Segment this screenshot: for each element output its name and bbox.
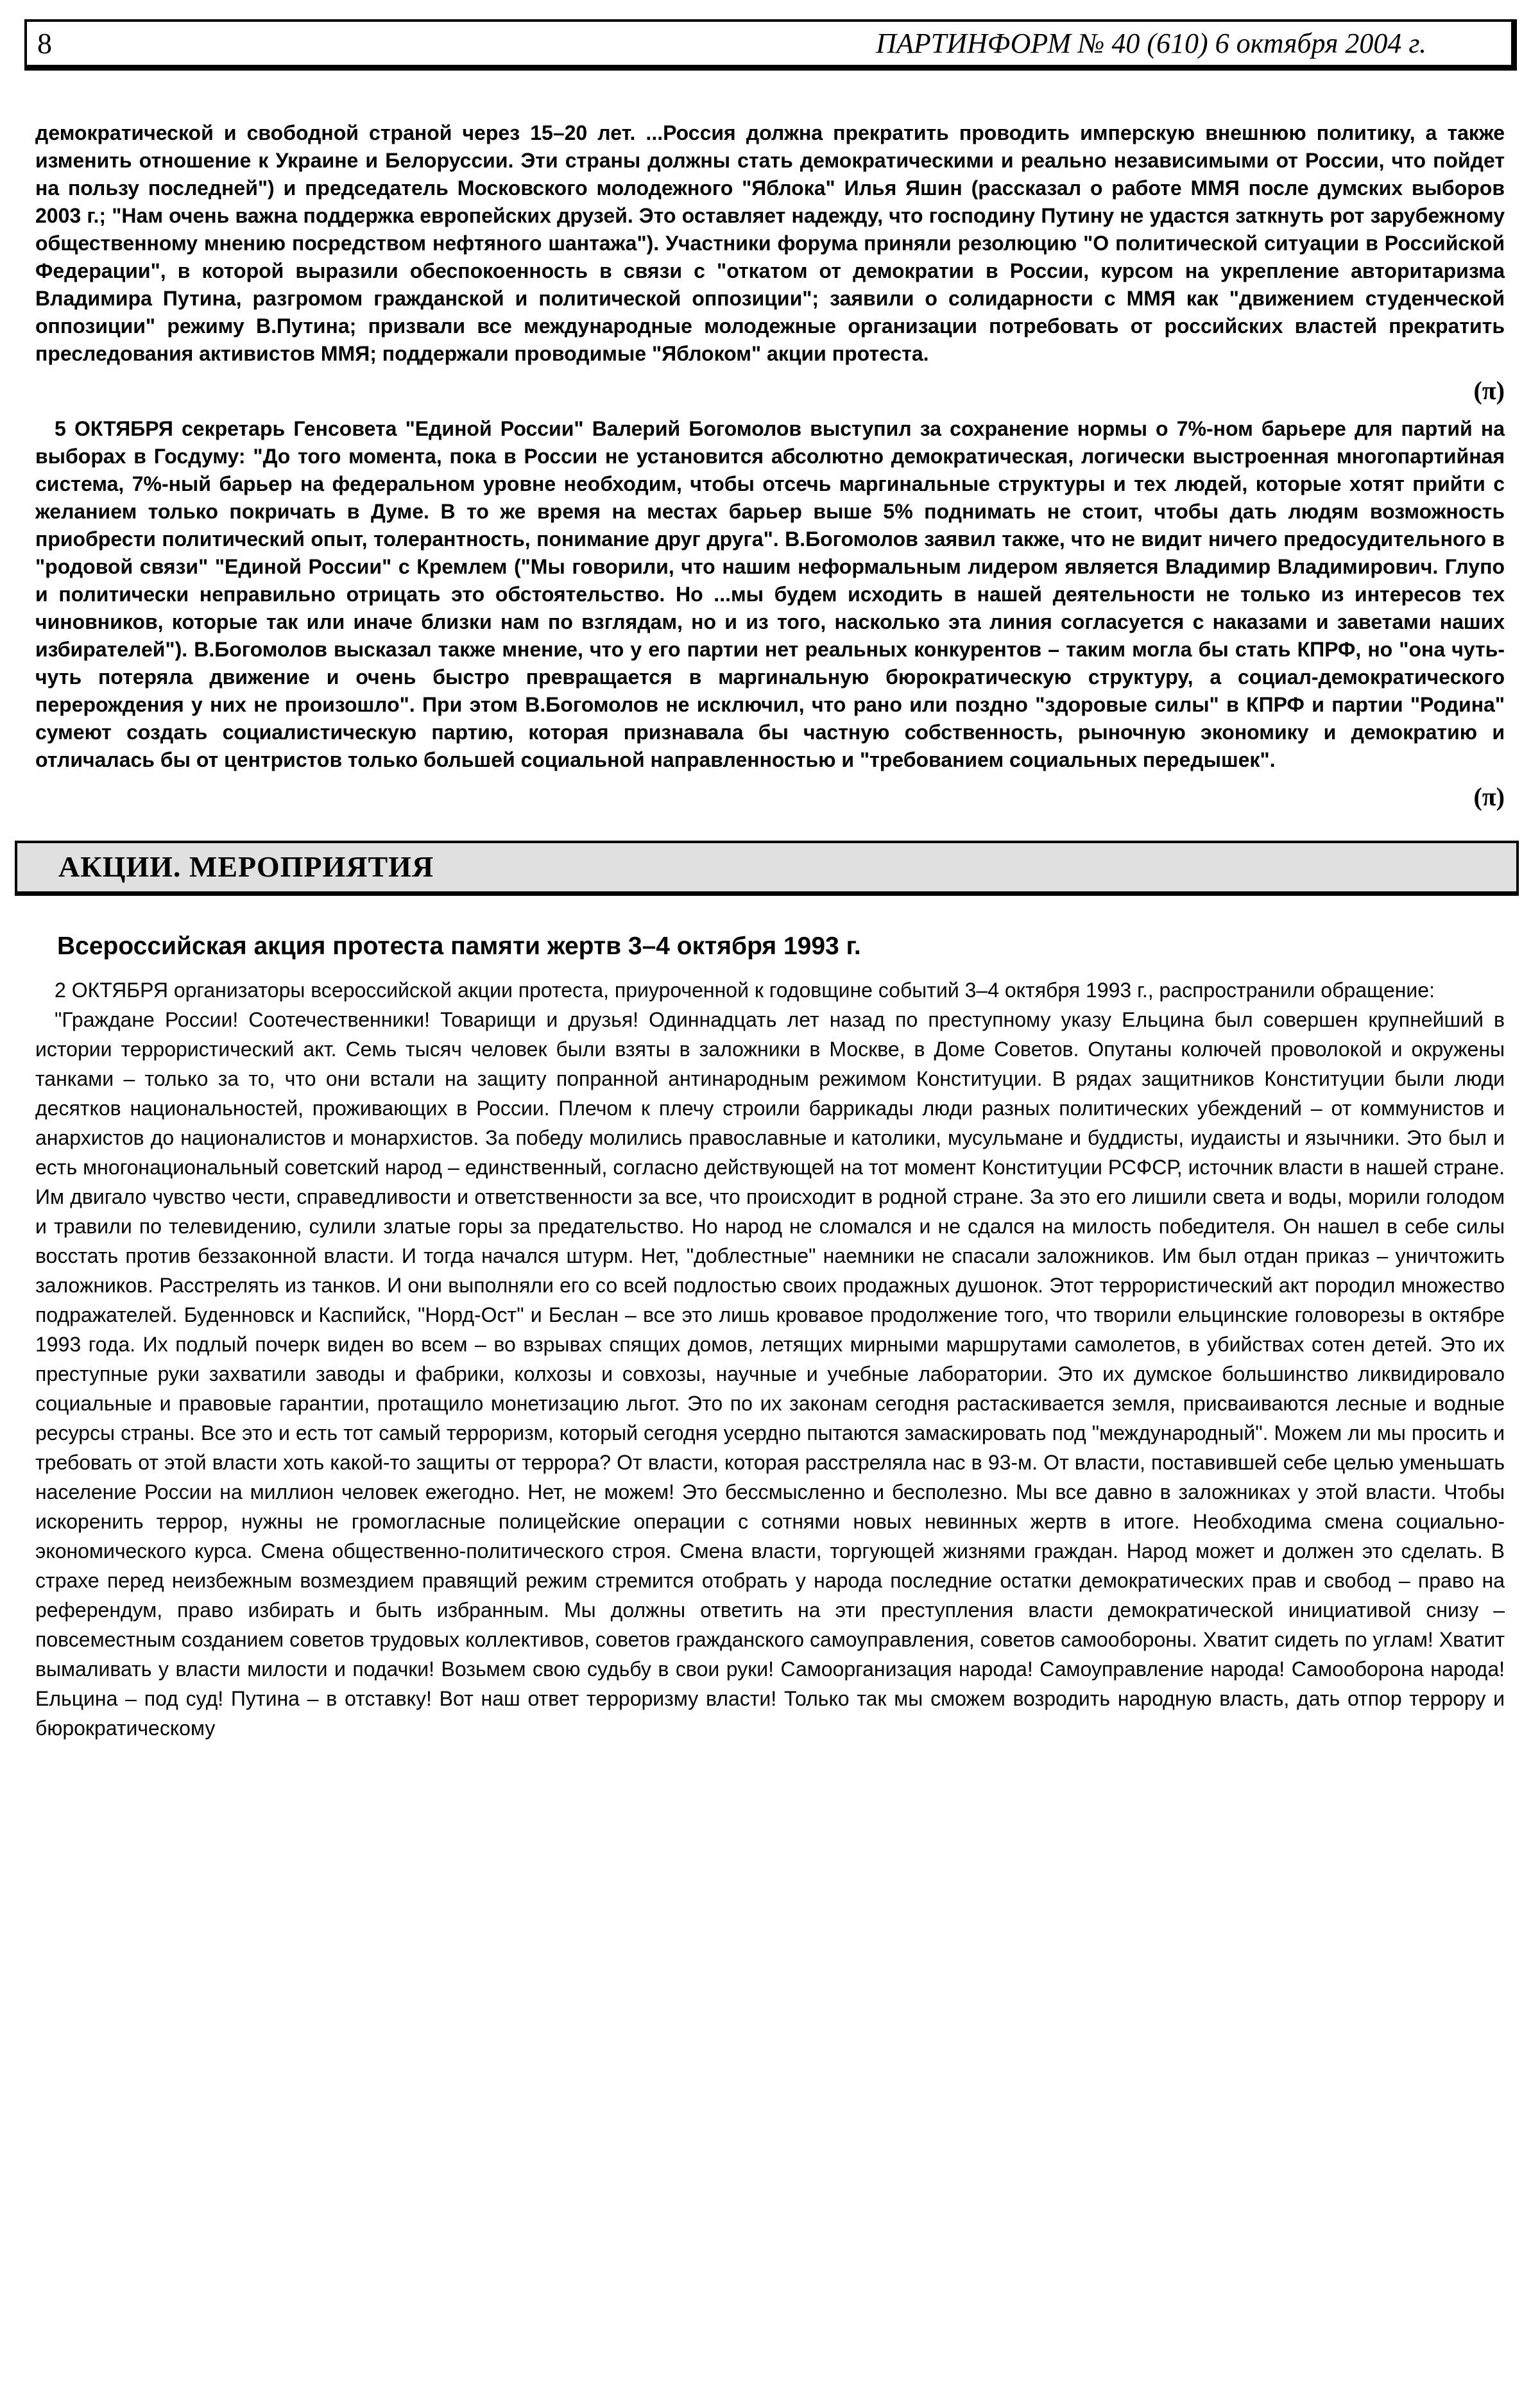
article-paragraph-intro: 2 ОКТЯБРЯ организаторы всероссийской акции протеста, приуроченной к годовщине событий 3–4 октября 1993 г., распространили обращение: xyxy=(55,979,1435,1002)
article-paragraph-bogomolov: 5 ОКТЯБРЯ секретарь Генсовета "Единой России" Валерий Богомолов выступил за сохранение нормы о 7%-ном барьере для партий на выборах в Госдуму: "До того момента, пока в России не установится абсолютно демократическая, логически выстроенная многопартийная система, 7%-ный барьер на федеральном уровне необходим, чтобы отсечь маргинальные структуры и тех людей, которые хотят прийти с желанием только покричать в Думе. В то же время на местах барьер выше 5% поднимать не стоит, чтобы дать людям возможность приобрести политический опыт, толерантность, понимание друг друга". В.Богомолов заявил также, что не видит ничего предосудительного в "родовой связи" "Единой России" с Кремлем ("Мы говорили, что нашим неформальным лидером является Владимир Владимирович. Глупо и политически неправильно отрицать это обстоятельство. Но ...мы будем исходить в нашей деятельности не только из интересов тех чиновников, которые так или иначе близки нам по взглядам, но и из того, насколько эта линия согласуется с наказами и заветами наших избирателей"). В.Богомолов высказал также мнение, что у его партии нет реальных конкурентов – таким могла бы стать КПРФ, но "она чуть-чуть потеряла движение и очень быстро превращается в маргинальную бюрократическую структуру, а социал-демократического перерождения у них не произошло". При этом В.Богомолов не исключил, что рано или поздно "здоровые силы" в КПРФ и партии "Родина" сумеют создать социалистическую партию, которая признавала бы частную собственность, рыночную экономику и демократию и отличалась бы от центристов только большей социальной направленностью и "требованием социальных передышек". xyxy=(35,417,1505,771)
page-number: 8 xyxy=(37,27,52,60)
article-subheading: Всероссийская акция протеста памяти жертв 3–4 октября 1993 г. xyxy=(57,932,861,960)
page-header xyxy=(24,19,1517,71)
pi-end-marker-1: (π) xyxy=(1473,376,1505,405)
article-paragraph-appeal: "Граждане России! Соотечественники! Товарищи и друзья! Одиннадцать лет назад по преступному указу Ельцина был совершен крупнейший в истории террористический акт. Семь тысяч человек были взяты в заложники в Москве, в Доме Советов. Опутаны колючей проволокой и окружены танками – только за то, что они встали на защиту попранной антинародным режимом Конституции. В рядах защитников Конституции были люди десятков национальностей, проживающих в России. Плечом к плечу строили баррикады люди разных политических убеждений – от коммунистов и анархистов до националистов и монархистов. За победу молились православные и католики, мусульмане и буддисты, иудаисты и язычники. Это был и есть многонациональный советский народ – единственный, согласно действующей на тот момент Конституции РСФСР, источник власти в нашей стране. Им двигало чувство чести, справедливости и ответственности за все, что происходит в родной стране. За это его лишили света и воды, морили голодом и травили по телевидению, сулили златые горы за предательство. Но народ не сломался и не сдался на милость победителя. Он нашел в себе силы восстать против беззаконной власти. И тогда начался штурм. Нет, "доблестные" наемники не спасали заложников. Им был отдан приказ – уничтожить заложников. Расстрелять из танков. И они выполняли его со всей подлостью своих продажных душонок. Этот террористический акт породил множество подражателей. Буденновск и Каспийск, "Норд-Ост" и Беслан – все это лишь кровавое продолжение того, что творили ельцинские головорезы в октябре 1993 года. Их подлый почерк виден во всем – во взрывах спящих домов, летящих мирными маршрутами самолетов, в убийствах сотен детей. Это их преступные руки захватили заводы и фабрики, колхозы и совхозы, научные и учебные лаборатории. Это их думское большинство ликвидировало социальные и правовые гарантии, протащило монетизацию льгот. Это по их законам сегодня растаскивается земля, присваиваются лесные и водные ресурсы страны. Все это и есть тот самый терроризм, который сегодня усердно пытаются замаскировать под "международный". Можем ли мы просить и требовать от этой власти хоть какой-то защиты от террора? От власти, которая расстреляла нас в 93-м. От власти, поставившей себе целью уменьшать население России на миллион человек ежегодно. Нет, не можем! Это бессмысленно и бесполезно. Мы все давно в заложниках у этой власти. Чтобы искоренить террор, нужны не громогласные полицейские операции с сотнями новых невинных жертв в итоге. Необходима смена социально-экономического курса. Смена общественно-политического строя. Смена власти, торгующей жизнями граждан. Народ может и должен это сделать. В страхе перед неизбежным возмездием правящий режим стремится отобрать у народа последние остатки демократических прав и свобод – право на референдум, право избирать и быть избранным. Мы должны ответить на эти преступления власти демократической инициативой снизу – повсеместным созданием советов трудовых коллективов, советов гражданского самоуправления, советов самообороны. Хватит сидеть по углам! Хватит вымаливать у власти милости и подачки! Возьмем свою судьбу в свои руки! Самоорганизация народа! Самоуправление народа! Самооборона народа! Ельцина – под суд! Путина – в отставку! Вот наш ответ терроризму власти! Только так мы сможем возродить народную власть, дать отпор террору и бюрократическому xyxy=(35,1008,1505,1740)
page-content xyxy=(35,119,1505,1743)
article-paragraph-forum-continuation: демократической и свободной страной через 15–20 лет. ...Россия должна прекратить проводить имперскую внешнюю политику, а также изменить отношение к Украине и Белоруссии. Эти страны должны стать демократическими и реально независимыми от России, что пойдет на пользу последней") и председатель Московского молодежного "Яблока" Илья Яшин (рассказал о работе ММЯ после думских выборов 2003 г.; "Нам очень важна поддержка европейских друзей. Это оставляет надежду, что господину Путину не удастся заткнуть рот зарубежному общественному мнению посредством нефтяного шантажа"). Участники форума приняли резолюцию "О политической ситуации в Российской Федерации", в которой выразили обеспокоенность в связи с "откатом от демократии в России, курсом на укрепление авторитаризма Владимира Путина, разгромом гражданской и политической оппозиции"; заявили о солидарности с ММЯ как "движением студенческой оппозиции" режиму В.Путина; призвали все международные молодежные организации потребовать от российских властей прекратить преследования активистов ММЯ; поддержали проводимые "Яблоком" акции протеста. xyxy=(35,121,1505,365)
newsletter-title: ПАРТИНФОРМ № 40 (610) 6 октября 2004 г. xyxy=(876,28,1426,59)
pi-end-marker-2: (π) xyxy=(1473,782,1505,811)
section-header-akcii-meropriyatiya: АКЦИИ. МЕРОПРИЯТИЯ xyxy=(15,841,1519,896)
